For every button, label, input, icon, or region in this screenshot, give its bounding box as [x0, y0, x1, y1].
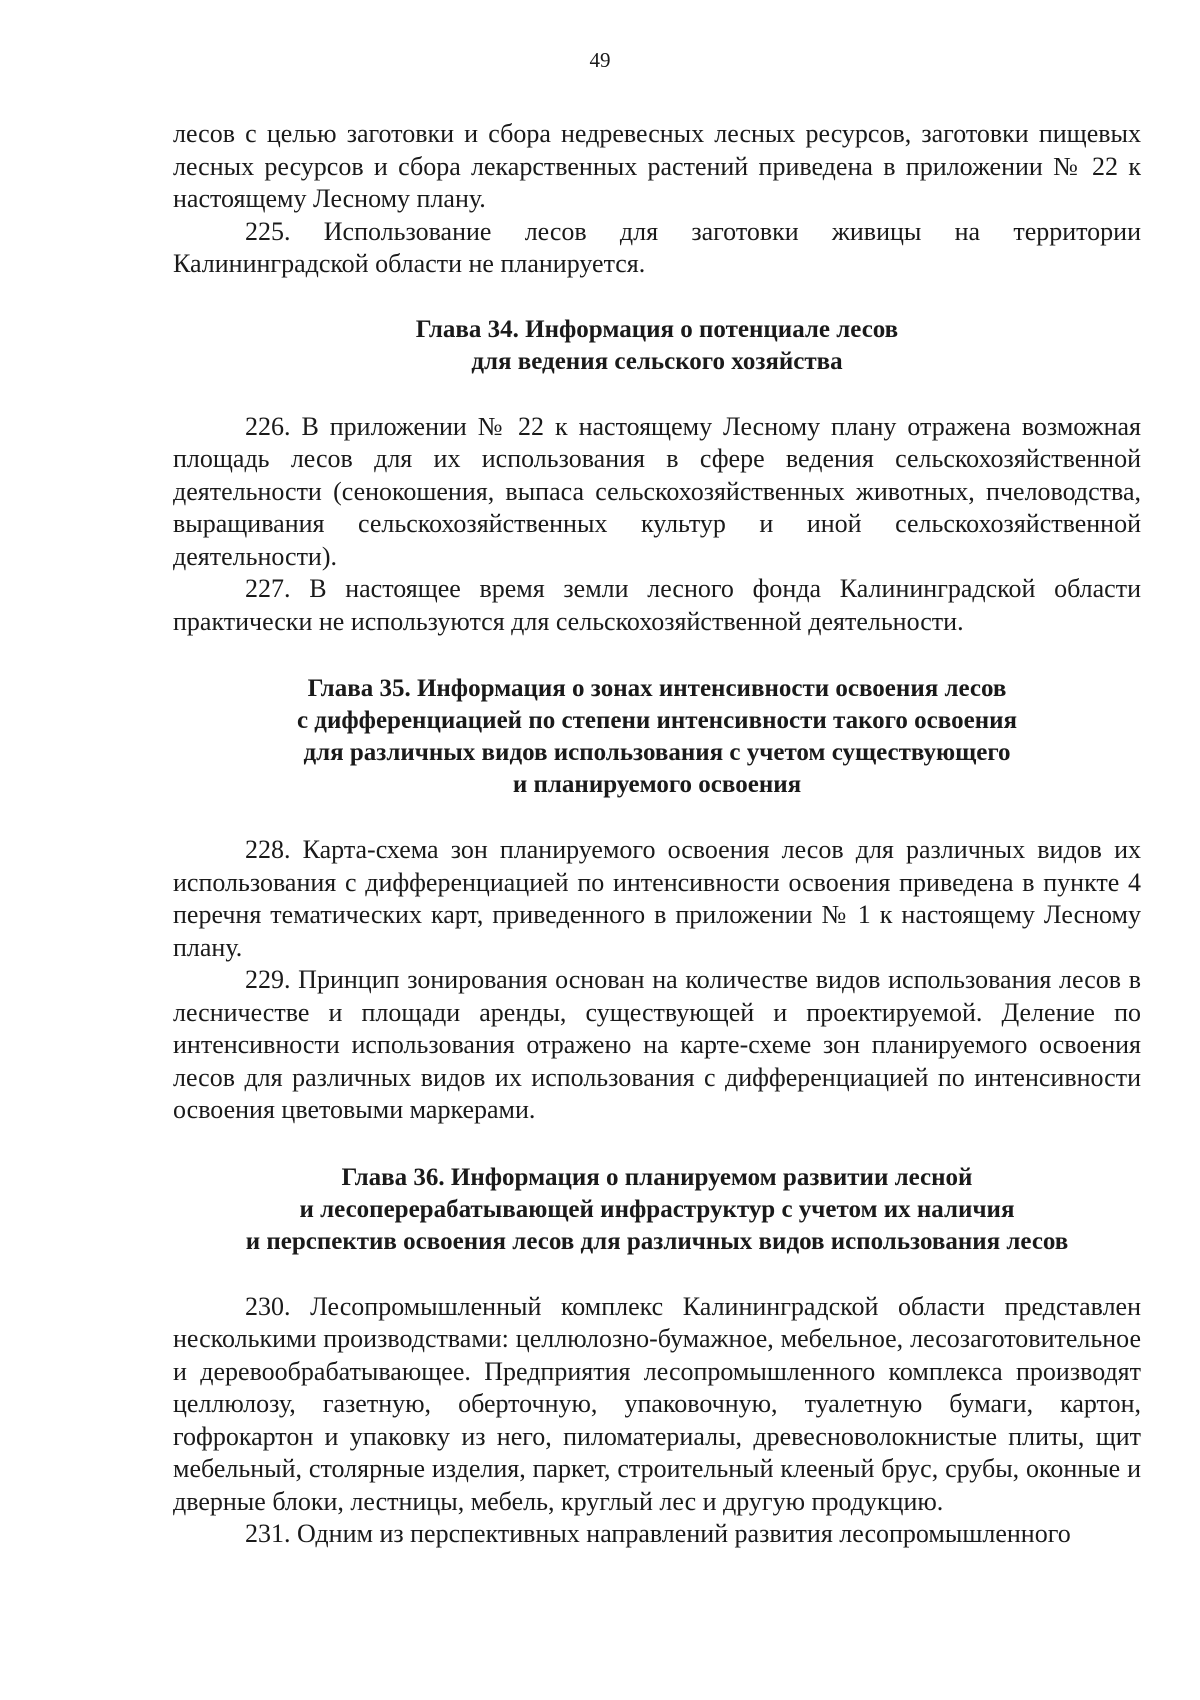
chapter-35-heading-line: для различных видов использования с учетом существующего — [303, 739, 1011, 766]
paragraph-continued: лесов с целью заготовки и сбора недревесных лесных ресурсов, заготовки пищевых лесных ресурсов и сбора лекарственных растений приведена в приложении № 22 к настоящему Лесному плану. — [173, 119, 1141, 213]
paragraph-228: 228. Карта-схема зон планируемого освоения лесов для различных видов их использования с дифференциацией по интенсивности освоения приведена в пункте 4 перечня тематических карт, приведенного в приложении № 1 к настоящему Лесному плану. — [173, 835, 1141, 962]
chapter-35-heading-line: и планируемого освоения — [512, 771, 802, 798]
chapter-34-heading-line: Глава 34. Информация о потенциале лесов — [415, 315, 899, 343]
paragraph-231: 231. Одним из перспективных направлений развития лесопромышленного — [245, 1519, 1071, 1548]
chapter-35-heading-line: с дифференциацией по степени интенсивности такого освоения — [296, 707, 1018, 734]
paragraph-230: 230. Лесопромышленный комплекс Калининградской области представлен несколькими производствами: целлюлозно-бумажное, мебельное, лесозаготовительное и деревообрабатывающее. Предприятия лесопромышленного комплекса производят целлюлозу, газетную, оберточную, упаковочную, туалетную бумаги, картон, гофрокартон и упаковку из него, пиломатериалы, древесноволокнистые плиты, щит мебельный, столярные изделия, паркет, строительный клееный брус, срубы, оконные и дверные блоки, лестницы, мебель, круглый лес и другую продукцию. — [173, 1291, 1141, 1516]
chapter-36-heading-line: и перспектив освоения лесов для различных видов использования лесов — [245, 1227, 1069, 1255]
chapter-36-heading-line: и лесоперерабатывающей инфраструктур с учетом их наличия — [299, 1195, 1015, 1223]
paragraph-226: 226. В приложении № 22 к настоящему Лесному плану отражена возможная площадь лесов для их использования в сфере ведения сельскохозяйственной деятельности (сенокошения, выпаса сельскохозяйственных животных, пчеловодства, выращивания сельскохозяйственных культур и иной сельскохозяйственной деятельности). — [173, 411, 1141, 571]
chapter-36-heading — [173, 1162, 1141, 1258]
page-number: 49 — [589, 48, 611, 72]
chapter-34-heading-line: для ведения сельского хозяйства — [471, 347, 843, 375]
paragraph-225: 225. Использование лесов для заготовки живицы на территории Калининградской области не планируется. — [173, 216, 1141, 278]
chapter-35-heading-line: Глава 35. Информация о зонах интенсивности освоения лесов — [307, 675, 1007, 702]
document-body — [173, 118, 1141, 1551]
paragraph-227: 227. В настоящее время земли лесного фонда Калининградской области практически не используются для сельскохозяйственной деятельности. — [173, 574, 1141, 636]
chapter-35-heading — [173, 673, 1141, 801]
chapter-36-heading-line: Глава 36. Информация о планируемом развитии лесной — [341, 1163, 973, 1191]
chapter-34-heading — [173, 314, 1141, 378]
paragraph-229: 229. Принцип зонирования основан на количестве видов использования лесов в лесничестве и площади аренды, существующей и проектируемой. Деление по интенсивности использования отражено на карте-схеме зон планируемого освоения лесов для различных видов их использования с дифференциацией по интенсивности освоения цветовыми маркерами. — [173, 965, 1141, 1124]
